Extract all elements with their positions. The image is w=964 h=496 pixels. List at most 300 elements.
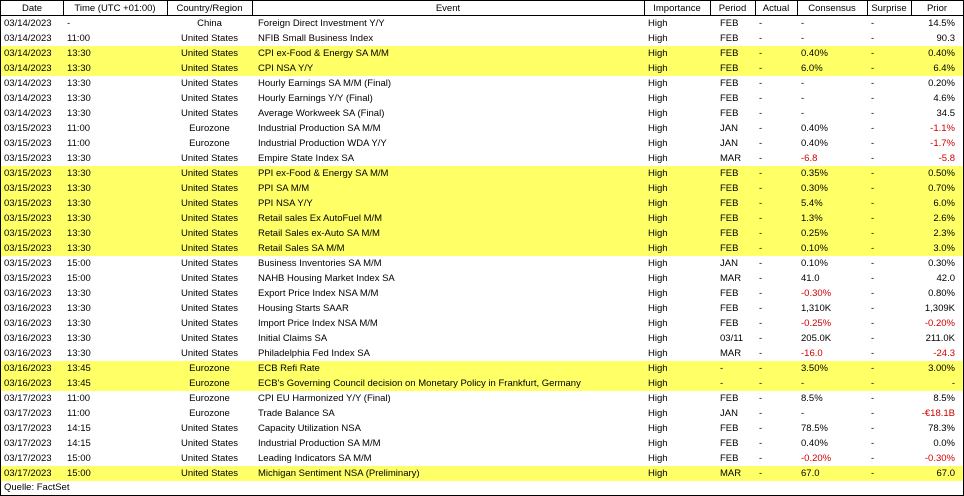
actual-cell: - [759,153,763,164]
surprise-cell: - [867,196,911,211]
prior-cell: 90.3 [936,33,955,44]
consensus-cell: 0.10% [801,258,828,269]
country-cell: United States [180,438,239,449]
date-cell: 03/16/2023 [4,288,52,299]
table-row[interactable] [1,391,963,406]
col-header-importance[interactable]: Importance [644,1,710,16]
consensus-cell: 5.4% [797,196,867,211]
actual-cell: - [759,453,763,464]
time-cell: 13:45 [63,361,167,376]
prior-cell: -5.8 [938,153,955,164]
country-cell: United States [167,226,252,241]
table-row[interactable] [1,211,963,226]
prior-cell: 0.40% [911,46,963,61]
actual-cell: - [759,408,763,419]
prior-cell: 2.3% [911,226,963,241]
date-cell: 03/16/2023 [1,361,63,376]
event-cell: Average Workweek SA (Final) [258,108,385,119]
importance-cell: High [644,61,710,76]
prior-cell: 67.0 [911,466,963,481]
table-row[interactable] [1,31,963,46]
importance-cell: High [648,303,668,314]
event-cell: Retail Sales SA M/M [252,241,644,256]
col-header-consensus[interactable]: Consensus [797,1,867,16]
table-row[interactable] [1,346,963,361]
event-cell: ECB's Governing Council decision on Monetary Policy in Frankfurt, Germany [252,376,644,391]
actual-cell: - [759,393,763,404]
period-cell: FEB [710,61,755,76]
consensus-cell: 3.50% [797,361,867,376]
event-cell: Retail Sales ex-Auto SA M/M [252,226,644,241]
importance-cell: High [648,108,668,119]
actual-cell: - [755,46,797,61]
table-row[interactable] [1,286,963,301]
importance-cell: High [648,153,668,164]
consensus-cell: 205.0K [801,333,832,344]
importance-cell: High [644,241,710,256]
surprise-cell: - [871,333,875,344]
prior-cell: -24.3 [933,348,955,359]
prior-cell: 0.30% [928,258,955,269]
date-cell: 03/17/2023 [4,453,52,464]
table-row[interactable] [1,256,963,271]
country-cell: United States [180,273,239,284]
time-cell: 13:30 [67,108,91,119]
prior-cell: 3.0% [911,241,963,256]
period-cell: FEB [720,393,739,404]
prior-cell: 6.4% [911,61,963,76]
country-cell: Eurozone [189,393,230,404]
prior-cell: 1,309K [924,303,955,314]
date-cell: 03/17/2023 [4,408,52,419]
consensus-cell: 6.0% [797,61,867,76]
importance-cell: High [648,423,668,434]
surprise-cell: - [867,211,911,226]
country-cell: United States [180,78,239,89]
importance-cell: High [644,211,710,226]
time-cell: 13:30 [63,181,167,196]
event-cell: Export Price Index NSA M/M [258,288,379,299]
surprise-cell: - [871,18,875,29]
importance-cell: High [644,361,710,376]
country-cell: China [197,18,222,29]
actual-cell: - [759,438,763,449]
prior-cell: -0.20% [924,318,955,329]
actual-cell: - [759,18,763,29]
prior-cell: -1.7% [930,138,955,149]
event-cell: Capacity Utilization NSA [258,423,361,434]
event-cell: Philadelphia Fed Index SA [258,348,370,359]
period-cell: FEB [720,18,739,29]
time-cell: 13:30 [63,196,167,211]
country-cell: United States [167,241,252,256]
country-cell: United States [180,333,239,344]
date-cell: 03/14/2023 [1,61,63,76]
country-cell: Eurozone [189,408,230,419]
importance-cell: High [648,123,668,134]
surprise-cell: - [871,258,875,269]
surprise-cell: - [871,408,875,419]
table-row[interactable] [1,436,963,451]
importance-cell: High [648,318,668,329]
actual-cell: - [759,303,763,314]
event-cell: Initial Claims SA [258,333,328,344]
header-divider [167,1,168,15]
date-cell: 03/15/2023 [4,153,52,164]
period-cell: JAN [720,408,738,419]
table-row[interactable] [1,361,963,376]
actual-cell: - [759,33,763,44]
consensus-cell: 0.40% [801,138,828,149]
col-header-surprise[interactable]: Surprise [867,1,911,16]
time-cell: 13:30 [63,241,167,256]
event-cell: ECB Refi Rate [252,361,644,376]
event-cell: Industrial Production WDA Y/Y [258,138,387,149]
actual-cell: - [759,273,763,284]
importance-cell: High [644,46,710,61]
importance-cell: High [644,466,710,481]
actual-cell: - [759,123,763,134]
surprise-cell: - [871,288,875,299]
consensus-cell: 78.5% [801,423,828,434]
period-cell: FEB [710,241,755,256]
date-cell: 03/17/2023 [4,423,52,434]
actual-cell: - [755,61,797,76]
surprise-cell: - [871,123,875,134]
country-cell: United States [180,303,239,314]
event-cell: Hourly Earnings Y/Y (Final) [258,93,373,104]
surprise-cell: - [871,438,875,449]
time-cell: 13:30 [63,46,167,61]
time-cell: 11:00 [67,123,91,134]
date-cell: 03/15/2023 [1,196,63,211]
time-cell: 11:00 [67,33,91,44]
consensus-cell: - [797,376,867,391]
prior-cell: 0.20% [928,78,955,89]
period-cell: MAR [720,273,742,284]
table-row[interactable] [1,136,963,151]
importance-cell: High [648,18,668,29]
country-cell: Eurozone [189,138,230,149]
actual-cell: - [759,318,763,329]
surprise-cell: - [871,93,875,104]
surprise-cell: - [867,166,911,181]
prior-cell: 0.80% [928,288,955,299]
prior-cell: 0.50% [911,166,963,181]
actual-cell: - [759,423,763,434]
actual-cell: - [755,361,797,376]
period-cell: 03/11 [720,333,744,344]
period-cell: FEB [720,78,739,89]
header-row [1,1,963,16]
date-cell: 03/15/2023 [1,226,63,241]
time-cell: 11:00 [67,408,91,419]
prior-cell: 2.6% [911,211,963,226]
time-cell: 13:30 [63,226,167,241]
table-row[interactable] [1,76,963,91]
table-row[interactable] [1,121,963,136]
importance-cell: High [648,408,668,419]
date-cell: 03/15/2023 [1,241,63,256]
surprise-cell: - [871,153,875,164]
surprise-cell: - [871,453,875,464]
date-cell: 03/17/2023 [4,438,52,449]
period-cell: FEB [720,93,739,104]
table-row[interactable] [1,421,963,436]
importance-cell: High [648,393,668,404]
consensus-cell: 1,310K [801,303,832,314]
date-cell: 03/14/2023 [4,93,52,104]
actual-cell: - [759,78,763,89]
country-cell: United States [167,46,252,61]
period-cell: JAN [720,138,738,149]
surprise-cell: - [867,181,911,196]
time-cell: 13:30 [67,93,91,104]
country-cell: United States [167,166,252,181]
time-cell: 13:45 [63,376,167,391]
table-row[interactable] [1,271,963,286]
surprise-cell: - [867,226,911,241]
header-divider [867,1,868,15]
actual-cell: - [755,376,797,391]
prior-cell: 0.0% [933,438,955,449]
table-row[interactable] [1,406,963,421]
consensus-cell: 41.0 [801,273,820,284]
actual-cell: - [755,166,797,181]
surprise-cell: - [867,376,911,391]
event-cell: Hourly Earnings SA M/M (Final) [258,78,392,89]
prior-cell: -0.30% [924,453,955,464]
prior-cell: 8.5% [933,393,955,404]
event-cell: NFIB Small Business Index [258,33,374,44]
table-row[interactable] [1,466,963,481]
period-cell: FEB [720,33,739,44]
event-cell: Leading Indicators SA M/M [258,453,372,464]
period-cell: JAN [720,123,738,134]
table-row[interactable] [1,451,963,466]
country-cell: United States [180,33,239,44]
country-cell: United States [180,348,239,359]
time-cell: 13:30 [63,166,167,181]
importance-cell: High [648,453,668,464]
surprise-cell: - [871,423,875,434]
country-cell: United States [180,453,239,464]
time-cell: 15:00 [67,258,91,269]
event-cell: Retail sales Ex AutoFuel M/M [252,211,644,226]
table-row[interactable] [1,16,963,32]
consensus-cell: - [801,93,805,104]
event-cell: PPI SA M/M [252,181,644,196]
time-cell: - [67,18,71,29]
importance-cell: High [648,93,668,104]
table-row[interactable] [1,151,963,166]
col-header-actual[interactable]: Actual [755,1,797,16]
consensus-cell: -0.25% [801,318,832,329]
date-cell: 03/16/2023 [4,318,52,329]
country-cell: United States [167,181,252,196]
consensus-cell: 0.10% [797,241,867,256]
time-cell: 14:15 [67,438,91,449]
prior-cell: 211.0K [925,333,955,344]
table-row[interactable] [1,241,963,256]
importance-cell: High [648,258,668,269]
col-header-time[interactable]: Time (UTC +01:00) [63,1,167,16]
period-cell: MAR [720,348,742,359]
period-cell: FEB [710,226,755,241]
time-cell: 13:30 [67,318,91,329]
importance-cell: High [648,78,668,89]
prior-cell: 78.3% [928,423,955,434]
time-cell: 15:00 [67,273,91,284]
date-cell: 03/17/2023 [4,393,52,404]
importance-cell: High [648,348,668,359]
time-cell: 13:30 [67,333,91,344]
col-header-date[interactable]: Date [1,1,63,16]
surprise-cell: - [867,241,911,256]
surprise-cell: - [871,108,875,119]
importance-cell: High [648,288,668,299]
prior-cell: 14.5% [928,18,955,29]
actual-cell: - [759,333,763,344]
consensus-cell: - [801,108,805,119]
actual-cell: - [759,348,763,359]
importance-cell: High [648,273,668,284]
period-cell: FEB [720,438,739,449]
surprise-cell: - [867,46,911,61]
consensus-cell: 0.25% [797,226,867,241]
time-cell: 11:00 [67,393,91,404]
table-row[interactable] [1,316,963,331]
event-cell: Michigan Sentiment NSA (Preliminary) [252,466,644,481]
table-row[interactable] [1,181,963,196]
period-cell: FEB [720,303,739,314]
period-cell: FEB [710,166,755,181]
country-cell: United States [180,93,239,104]
table-row[interactable] [1,376,963,391]
date-cell: 03/14/2023 [4,18,52,29]
event-cell: CPI NSA Y/Y [252,61,644,76]
event-cell: Industrial Production SA M/M [258,123,381,134]
country-cell: United States [167,466,252,481]
consensus-cell: 0.40% [801,438,828,449]
period-cell: FEB [720,288,739,299]
table-row[interactable] [1,196,963,211]
surprise-cell: - [871,78,875,89]
surprise-cell: - [871,393,875,404]
country-cell: United States [180,153,239,164]
table-row[interactable] [1,301,963,316]
consensus-cell: -6.8 [801,153,818,164]
time-cell: 14:15 [67,423,91,434]
time-cell: 13:30 [67,288,91,299]
importance-cell: High [644,376,710,391]
actual-cell: - [755,196,797,211]
col-header-country[interactable]: Country/Region [167,1,252,16]
event-cell: CPI ex-Food & Energy SA M/M [252,46,644,61]
prior-cell: 3.00% [911,361,963,376]
period-cell: MAR [720,153,742,164]
col-header-event[interactable]: Event [252,1,644,16]
event-cell: Foreign Direct Investment Y/Y [258,18,385,29]
table-row[interactable] [1,166,963,181]
country-cell: Eurozone [167,376,252,391]
actual-cell: - [755,211,797,226]
header-divider [63,1,64,15]
surprise-cell: - [867,61,911,76]
event-cell: PPI NSA Y/Y [252,196,644,211]
actual-cell: - [759,258,763,269]
date-cell: 03/15/2023 [4,273,52,284]
header-divider [252,1,253,15]
date-cell: 03/16/2023 [4,348,52,359]
surprise-cell: - [871,318,875,329]
time-cell: 15:00 [63,466,167,481]
country-cell: United States [167,196,252,211]
table-row[interactable] [1,91,963,106]
event-cell: Housing Starts SAAR [258,303,349,314]
table-row[interactable] [1,226,963,241]
consensus-cell: 1.3% [797,211,867,226]
period-cell: FEB [720,423,739,434]
period-cell: FEB [720,318,739,329]
surprise-cell: - [867,466,911,481]
time-cell: 15:00 [67,453,91,464]
country-cell: United States [180,288,239,299]
period-cell: FEB [710,211,755,226]
actual-cell: - [759,93,763,104]
date-cell: 03/15/2023 [1,166,63,181]
surprise-cell: - [871,138,875,149]
event-cell: Import Price Index NSA M/M [258,318,378,329]
event-cell: CPI EU Harmonized Y/Y (Final) [258,393,391,404]
importance-cell: High [644,166,710,181]
consensus-cell: -0.20% [801,453,832,464]
event-cell: Trade Balance SA [258,408,335,419]
actual-cell: - [759,288,763,299]
surprise-cell: - [871,303,875,314]
table-row[interactable] [1,46,963,61]
actual-cell: - [755,466,797,481]
actual-cell: - [759,138,763,149]
prior-cell: 42.0 [936,273,955,284]
importance-cell: High [648,333,668,344]
actual-cell: - [755,181,797,196]
country-cell: United States [180,318,239,329]
consensus-cell: 0.30% [797,181,867,196]
actual-cell: - [759,108,763,119]
period-cell: - [710,361,755,376]
table-row[interactable] [1,331,963,346]
header-divider [710,1,711,15]
consensus-cell: 8.5% [801,393,823,404]
prior-cell: - [911,376,963,391]
consensus-cell: - [801,33,805,44]
date-cell: 03/15/2023 [1,181,63,196]
col-header-period[interactable]: Period [710,1,755,16]
surprise-cell: - [871,33,875,44]
table-row[interactable] [1,106,963,121]
event-cell: NAHB Housing Market Index SA [258,273,395,284]
country-cell: United States [180,108,239,119]
consensus-cell: 67.0 [797,466,867,481]
table-row[interactable] [1,61,963,76]
col-header-prior[interactable]: Prior [911,1,963,16]
date-cell: 03/16/2023 [4,333,52,344]
country-cell: United States [180,258,239,269]
source-note: Quelle: FactSet [4,482,70,493]
time-cell: 13:30 [67,348,91,359]
event-cell: Business Inventories SA M/M [258,258,382,269]
